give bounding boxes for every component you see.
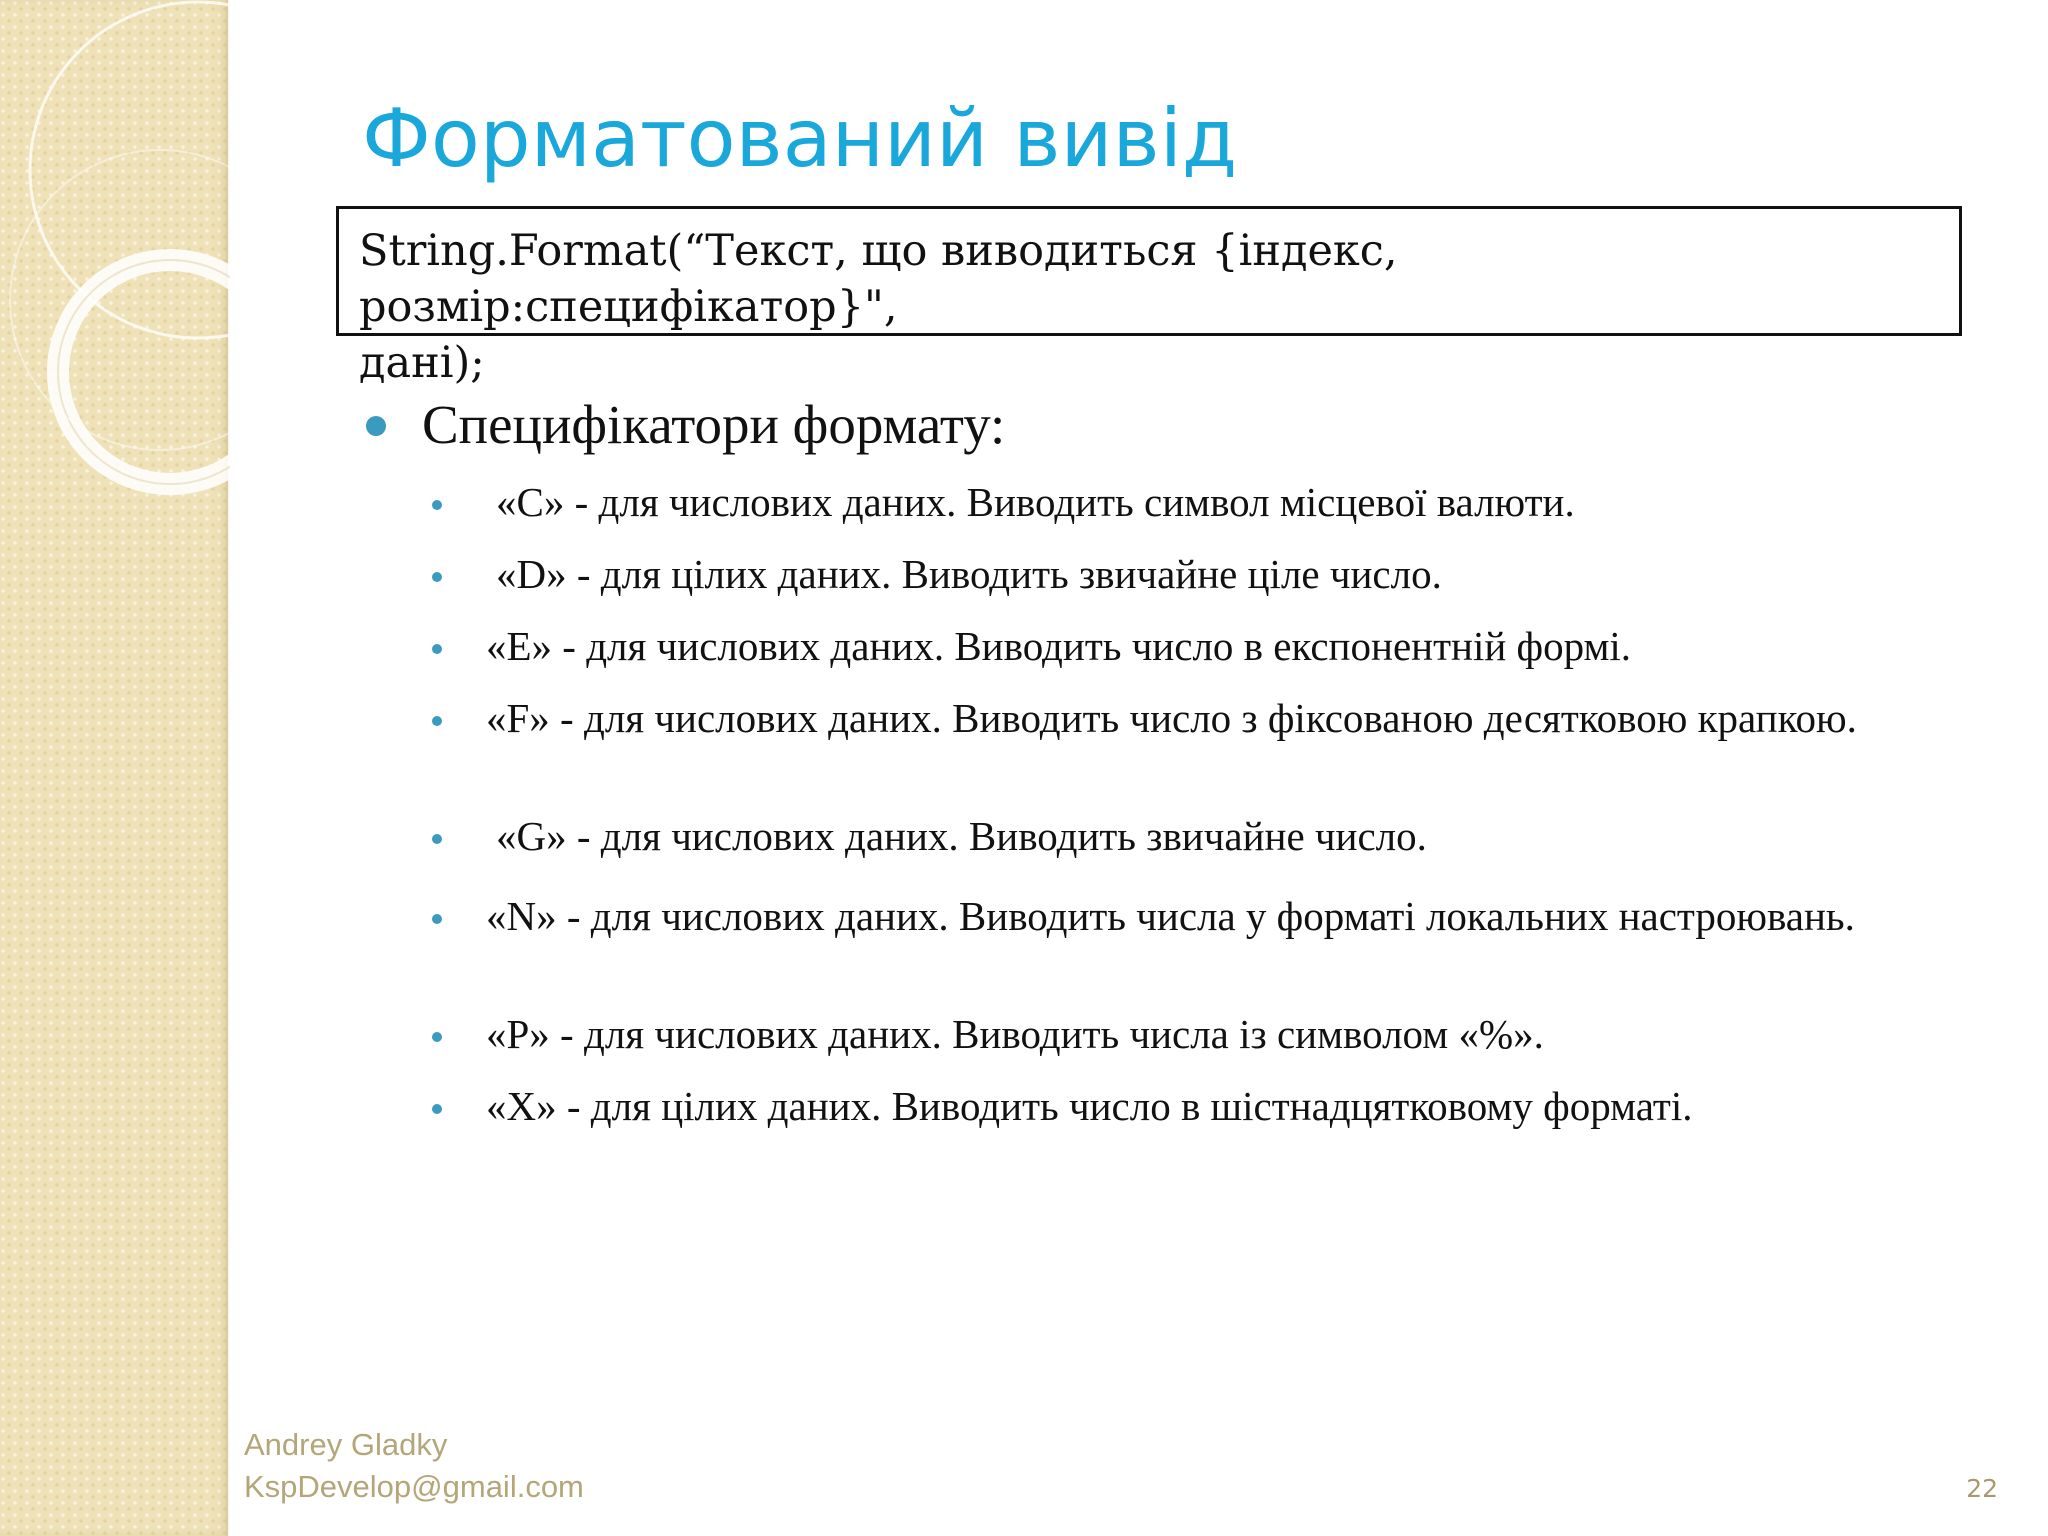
slide-title: Форматований вивід <box>362 92 1238 185</box>
list-item-text: «P» - для числових даних. Виводить числа із символом «%». <box>486 1011 1544 1057</box>
ring-large <box>30 2 230 338</box>
footer-author <box>244 1424 584 1508</box>
bullet-dot-icon <box>432 572 442 582</box>
page-number: 22 <box>1966 1474 1998 1503</box>
main-bullet <box>366 390 1966 460</box>
bullet-dot-icon <box>432 834 442 844</box>
syntax-line-2: дані); <box>359 338 485 388</box>
ring-medium <box>58 260 230 484</box>
bullet-dot-icon <box>432 914 442 924</box>
main-bullet-text: Специфікатори формату: <box>422 394 1006 455</box>
list-item-text: «C» - для числових даних. Виводить символ місцевої валюти. <box>496 479 1575 525</box>
list-item-text: «G» - для числових даних. Виводить звичайне число. <box>496 813 1427 859</box>
bullet-dot-icon <box>366 416 386 436</box>
list-item-text: «E» - для числових даних. Виводить число в експонентній формі. <box>486 623 1632 669</box>
syntax-box <box>336 206 1962 388</box>
decorative-rings <box>0 0 230 520</box>
list-item-text: «X» - для цілих даних. Виводить число в шістнадцятковому форматі. <box>486 1083 1693 1129</box>
bullet-dot-icon <box>432 1104 442 1114</box>
bullet-dot-icon <box>432 500 442 510</box>
bullet-dot-icon <box>432 644 442 654</box>
bullet-dot-icon <box>432 716 442 726</box>
list-item-text: «F» - для числових даних. Виводить число з фіксованою десятковою крапкою. <box>486 695 1857 741</box>
list-item-text: «N» - для числових даних. Виводить числа у форматі локальних настроювань. <box>486 893 1855 939</box>
bullet-dot-icon <box>432 1032 442 1042</box>
ring-thin <box>10 150 230 450</box>
author-name: Andrey Gladky <box>244 1427 448 1462</box>
author-email: KspDevelop@gmail.com <box>244 1469 584 1504</box>
syntax-line-1: String.Format(“Текст, що виводиться {індекс, розмір:специфікатор}", <box>359 226 1398 332</box>
list-item-text: «D» - для цілих даних. Виводить звичайне ціле число. <box>496 551 1442 597</box>
